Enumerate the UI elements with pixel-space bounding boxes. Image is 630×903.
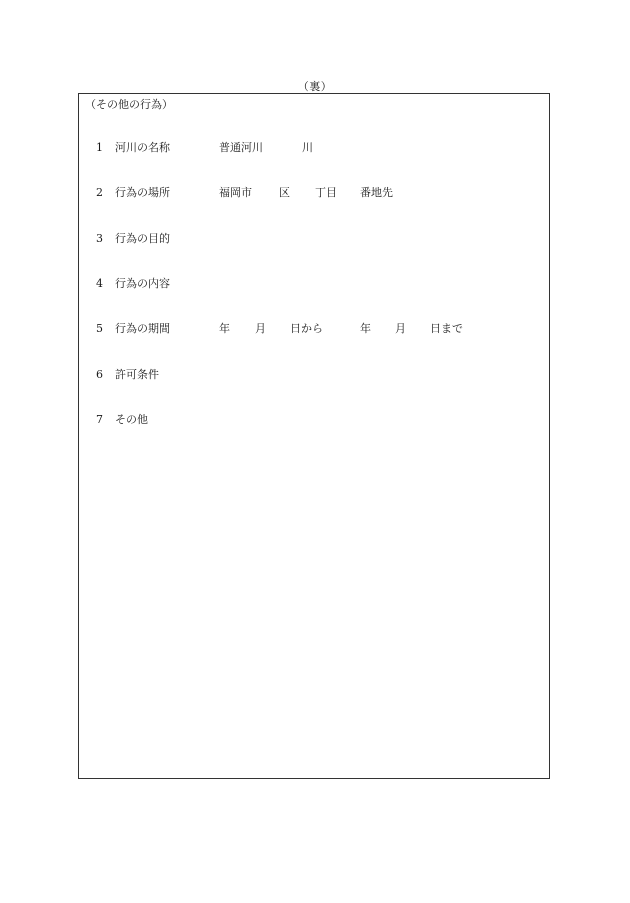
item-label: 行為の目的 — [115, 232, 170, 245]
item-label: 河川の名称 — [115, 141, 170, 154]
item-number: 1 — [96, 141, 103, 154]
item-label: 行為の内容 — [115, 277, 170, 290]
start-year-value: 年 — [219, 322, 230, 335]
river-type-value: 普通河川 — [219, 141, 263, 154]
banchi-value: 番地先 — [360, 186, 393, 199]
river-suffix-value: 川 — [302, 141, 313, 154]
item-label: 許可条件 — [115, 368, 159, 381]
section-title: （その他の行為） — [85, 98, 173, 111]
end-day-value: 日まで — [430, 322, 463, 335]
form-box — [78, 93, 550, 779]
page-side-label: （裏） — [297, 80, 333, 93]
item-number: 3 — [96, 232, 103, 245]
item-label: 行為の期間 — [115, 322, 170, 335]
city-value: 福岡市 — [219, 186, 252, 199]
item-number: 4 — [96, 277, 103, 290]
item-label: その他 — [115, 413, 148, 426]
item-number: 6 — [96, 368, 103, 381]
start-day-value: 日から — [290, 322, 323, 335]
end-year-value: 年 — [360, 322, 371, 335]
end-month-value: 月 — [395, 322, 406, 335]
item-number: 7 — [96, 413, 103, 426]
chome-value: 丁目 — [315, 186, 337, 199]
item-label: 行為の場所 — [115, 186, 170, 199]
item-number: 2 — [96, 186, 103, 199]
item-number: 5 — [96, 322, 103, 335]
start-month-value: 月 — [255, 322, 266, 335]
ward-value: 区 — [279, 186, 290, 199]
